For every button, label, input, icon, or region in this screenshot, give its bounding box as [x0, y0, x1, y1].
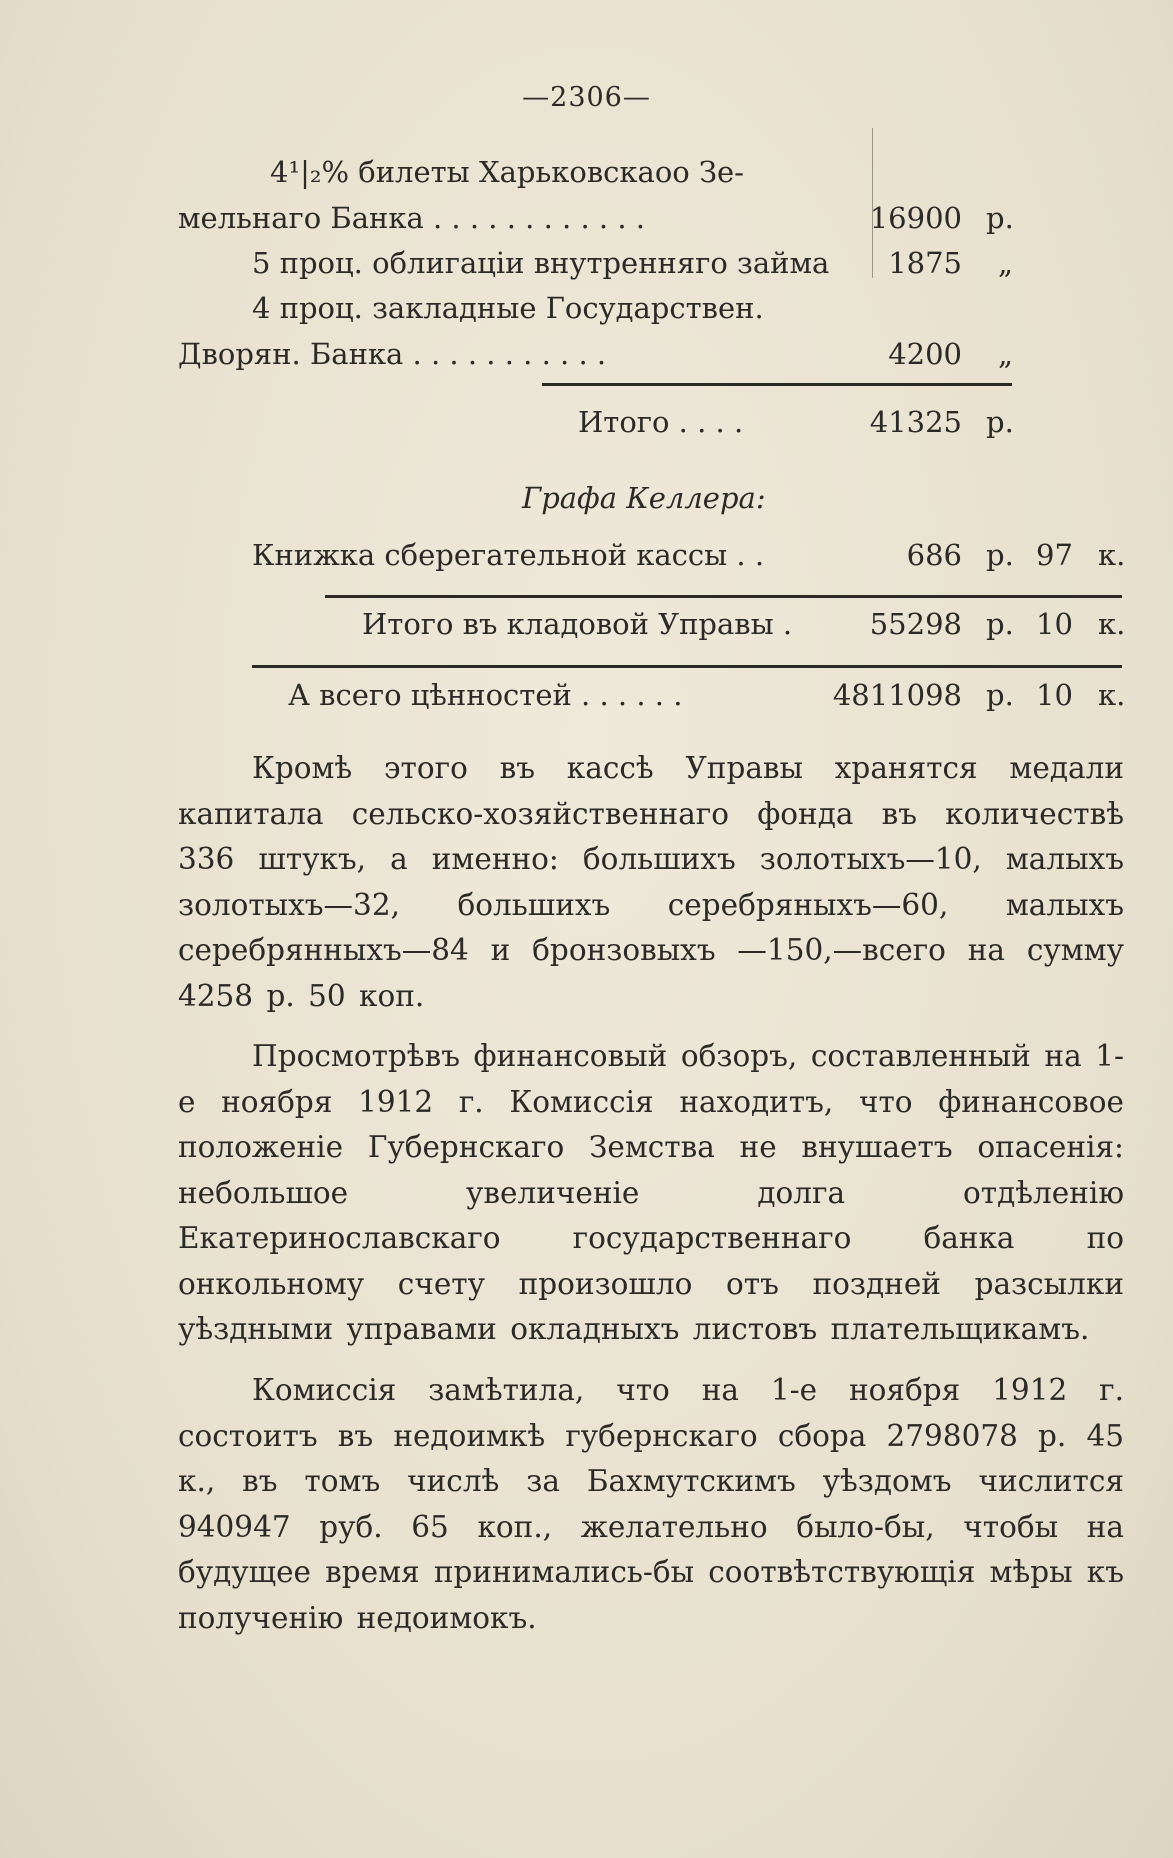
grand-rub: р.: [986, 678, 1014, 712]
grand-label: А всего цѣнностей . . . . . .: [288, 678, 683, 712]
keller-item-rub: р.: [986, 538, 1014, 572]
keller-item-amount: 686: [906, 538, 962, 572]
storage-label: Итого въ кладовой Управы .: [362, 607, 793, 641]
row2-unit: „: [998, 246, 1014, 280]
grand-amount: 4811098: [832, 678, 962, 712]
paragraph-arrears: Комиссія замѣтила, что на 1-е ноября 1912 г. состоитъ въ недоимкѣ губернскаго сбора 2798078 р. 45 к., въ томъ числѣ за Бахмутскимъ уѣздомъ числится 940947 руб. 65 коп., желательно было-бы, чтобы на будущее время принимались-бы соотвѣтствующія мѣры къ полученію недоимокъ.: [178, 1373, 1124, 1635]
keller-item-kop: 97: [1036, 538, 1073, 572]
total-label: Итого . . . .: [578, 405, 744, 439]
total-unit: р.: [986, 405, 1014, 439]
row1-line1: 4¹|₂% билеты Харьковскаоо Зе-: [270, 155, 744, 189]
storage-kop: 10: [1036, 607, 1073, 641]
keller-item-kop-unit: к.: [1098, 538, 1126, 572]
row3-unit: „: [998, 337, 1014, 371]
storage-rub: р.: [986, 607, 1014, 641]
row3-line1: 4 проц. закладные Государствен.: [252, 291, 764, 325]
page-number: —2306—: [522, 82, 651, 113]
row1-line2: мельнаго Банка . . . . . . . . . . . .: [178, 201, 646, 235]
row1-amount: 16900: [869, 201, 962, 235]
paragraph-finance-review: Просмотрѣвъ финансовый обзоръ, составленный на 1-е ноября 1912 г. Комиссія находитъ, что финансовое положеніе Губернскаго Земства не внушаетъ опасенія: небольшое увеличеніе долга отдѣленію Екатеринославскаго государственнаго банка по онкольному счету произошло отъ поздней разсылки уѣздными управами окладныхъ листовъ плательщикамъ.: [178, 1039, 1124, 1346]
grand-kop-unit: к.: [1098, 678, 1126, 712]
storage-rule: [325, 595, 1122, 598]
row3-amount: 4200: [888, 337, 962, 371]
paragraph-medals: Кромѣ этого въ кассѣ Управы хранятся медали капитала сельско-хозяйственнаго фонда въ количествѣ 336 штукъ, а именно: большихъ золотыхъ—10, малыхъ золотыхъ—32, большихъ серебряныхъ—60, малыхъ серебрянныхъ—84 и бронзовыхъ —150,—всего на сумму 4258 р. 50 коп.: [178, 751, 1124, 1013]
row2-amount: 1875: [888, 246, 962, 280]
storage-kop-unit: к.: [1098, 607, 1126, 641]
keller-item-label: Книжка сберегательной кассы . .: [252, 538, 765, 572]
row2-label: 5 проц. облигаціи внутренняго займа: [252, 246, 830, 280]
total-amount: 41325: [869, 405, 962, 439]
row1-unit: р.: [986, 201, 1014, 235]
grand-rule: [252, 665, 1122, 668]
keller-heading: Графа Келлера:: [522, 481, 766, 515]
grand-kop: 10: [1036, 678, 1073, 712]
subtotal-rule: [542, 383, 1012, 386]
storage-amount: 55298: [869, 607, 962, 641]
row3-line2: Дворян. Банка . . . . . . . . . . .: [178, 337, 607, 371]
